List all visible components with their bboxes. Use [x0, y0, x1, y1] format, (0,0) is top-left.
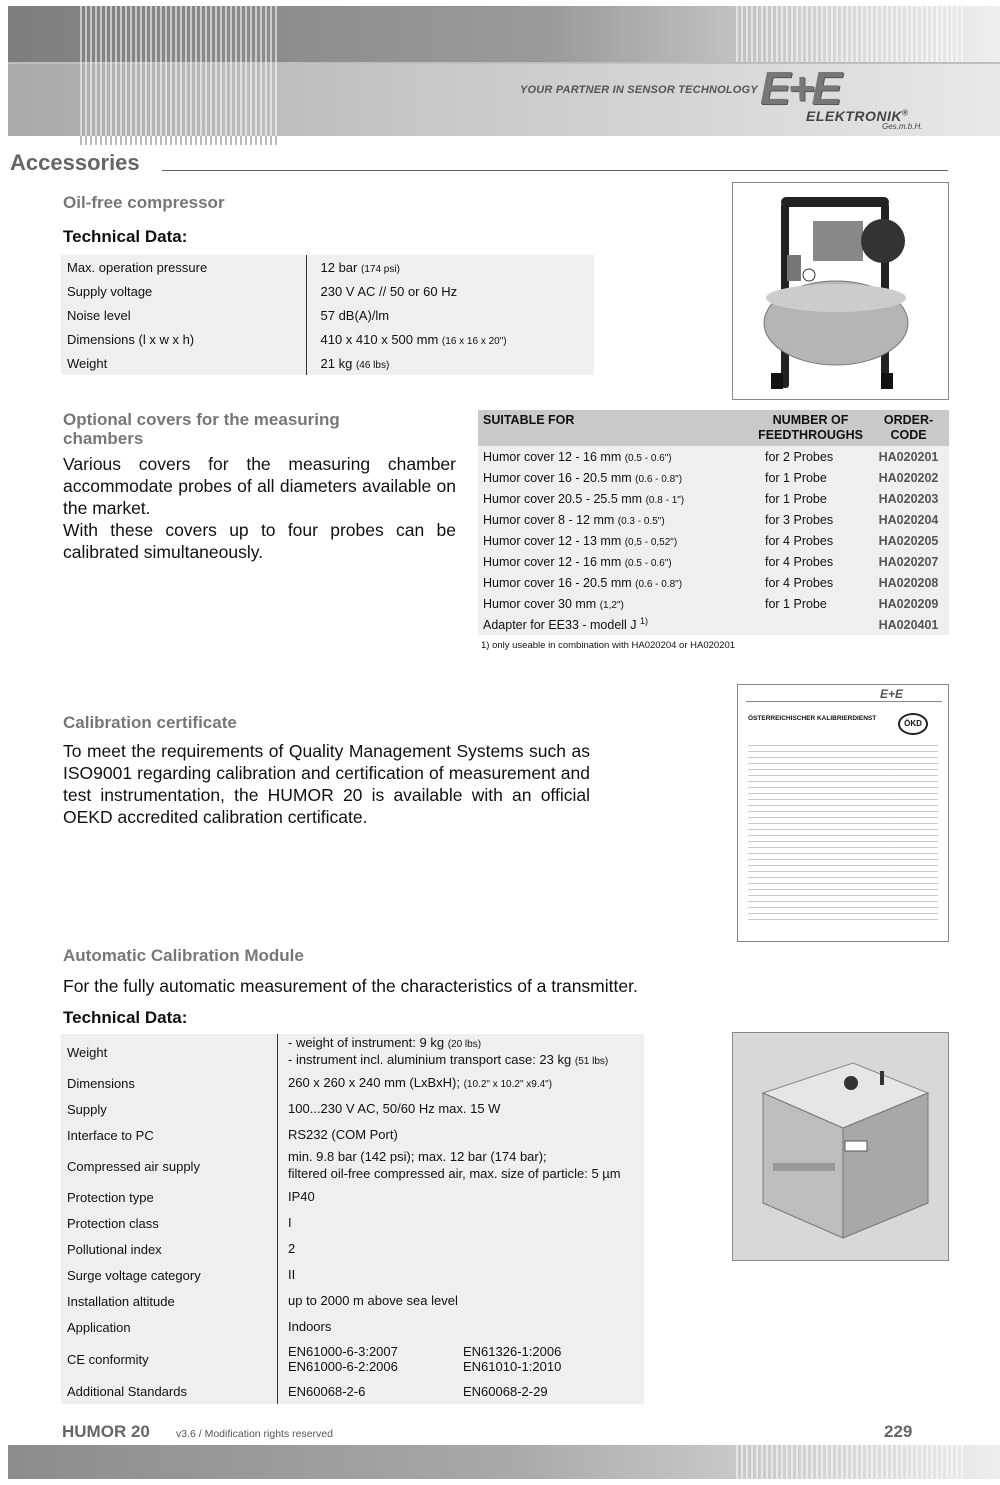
row-value — [306, 303, 594, 327]
cover-name-text: Humor cover 30 mm — [483, 597, 597, 612]
row-value — [278, 1210, 645, 1236]
value-unit-1: (20 lbs) — [447, 1039, 482, 1050]
header-tagline: YOUR PARTNER IN SENSOR TECHNOLOGY — [520, 84, 758, 96]
compressor-row — [61, 303, 594, 327]
row-value — [278, 1262, 645, 1288]
calibration-paragraph: To meet the requirements of Quality Management Systems such as ISO9001 regarding calibration and certification of measurement and test instrumentation, the HUMOR 20 is available with an official OEKD accredited calibration certificate. — [63, 741, 590, 827]
row-label: Supply voltage — [61, 279, 306, 303]
module-row — [61, 1070, 644, 1096]
value-line-1: I — [288, 1214, 292, 1230]
cover-name — [478, 572, 753, 593]
ce-standard: EN61000-6-2:2006 — [288, 1359, 398, 1374]
cover-order-code: HA020207 — [878, 554, 939, 569]
row-label: Dimensions (l x w x h) — [61, 327, 306, 351]
compressor-photo — [732, 182, 949, 400]
value-main: 230 V AC // 50 or 60 Hz — [320, 283, 458, 299]
row-value — [278, 1314, 645, 1340]
cover-probes: for 3 Probes — [765, 512, 834, 527]
cover-probes: for 1 Probe — [765, 596, 827, 611]
compressor-tech-heading: Technical Data: — [63, 227, 188, 246]
value-line-1: up to 2000 m above sea level — [288, 1292, 458, 1308]
footer-stripes — [736, 1445, 966, 1479]
covers-footnote: 1) only useable in combination with HA020204 or HA020201 — [481, 640, 736, 651]
value-main: 21 kg — [320, 355, 353, 371]
cover-probes: for 2 Probes — [765, 449, 834, 464]
compressor-row — [61, 327, 594, 351]
row-value — [278, 1122, 645, 1148]
header-tick-strip — [80, 136, 280, 145]
row-value — [278, 1236, 645, 1262]
certificate-title: ÖSTERREICHISCHER KALIBRIERDIENST — [748, 715, 877, 722]
covers-title: Optional covers for the measuring chambers — [63, 410, 340, 448]
row-label: Application — [61, 1314, 278, 1340]
cover-name — [478, 488, 753, 509]
company-logo-name: ELEKTRONIK® — [806, 108, 909, 124]
row-label: Installation altitude — [61, 1288, 278, 1314]
row-label: Protection type — [61, 1184, 278, 1210]
ce-standards-grid — [288, 1344, 638, 1374]
cover-probes: for 4 Probes — [765, 575, 834, 590]
cover-row — [478, 530, 949, 551]
row-value — [278, 1034, 645, 1070]
col-order-code: ORDER-CODE — [868, 410, 949, 446]
cover-probes — [753, 614, 868, 635]
module-row — [61, 1096, 644, 1122]
covers-table-header — [478, 410, 949, 446]
cover-order-code: HA020208 — [878, 575, 939, 590]
cover-name-text: Adapter for EE33 - modell J — [483, 618, 637, 633]
certificate-body-lines — [748, 745, 938, 925]
value-line-1: II — [288, 1266, 296, 1282]
row-value — [278, 1378, 645, 1404]
cover-size-inch: (1,2") — [599, 600, 624, 612]
module-row — [61, 1236, 644, 1262]
covers-paragraph-2: With these covers up to four probes can be calibrated simultaneously. — [63, 520, 456, 562]
cover-row — [478, 572, 949, 593]
row-label: Surge voltage category — [61, 1262, 278, 1288]
additional-standard: EN60068-2-6 — [288, 1383, 366, 1399]
cover-name-text: Humor cover 16 - 20.5 mm — [483, 576, 632, 591]
cover-name-text: Humor cover 8 - 12 mm — [483, 513, 615, 528]
value-line-1: - weight of instrument: 9 kg — [288, 1035, 445, 1050]
cover-row — [478, 467, 949, 488]
ce-standard: EN61010-1:2010 — [463, 1359, 562, 1374]
page-number: 229 — [884, 1422, 913, 1441]
row-value — [306, 255, 594, 279]
cover-probes: for 4 Probes — [765, 533, 834, 548]
cover-row — [478, 446, 949, 467]
cover-name — [478, 446, 753, 467]
cover-row — [478, 614, 949, 635]
module-row — [61, 1288, 644, 1314]
module-row — [61, 1184, 644, 1210]
calibration-module-photo — [732, 1032, 949, 1261]
row-label: Pollutional index — [61, 1236, 278, 1262]
cover-size-inch: (0.5 - 0.6") — [624, 558, 672, 570]
cover-probes: for 4 Probes — [765, 554, 834, 569]
row-label: Dimensions — [61, 1070, 278, 1096]
cover-order-code: HA020201 — [878, 449, 939, 464]
row-label: Compressed air supply — [61, 1148, 278, 1184]
value-line-1: min. 9.8 bar (142 psi); max. 12 bar (174 bar); — [288, 1149, 547, 1164]
row-value — [278, 1288, 645, 1314]
row-value — [278, 1070, 645, 1096]
calibration-title: Calibration certificate — [63, 713, 237, 732]
covers-table — [478, 410, 949, 635]
value-unit: (46 lbs) — [355, 359, 390, 371]
cover-order-code: HA020204 — [878, 512, 939, 527]
value-unit: (174 psi) — [361, 263, 400, 275]
row-label: Protection class — [61, 1210, 278, 1236]
cover-name-text: Humor cover 12 - 16 mm — [483, 555, 622, 570]
covers-paragraph-1: Various covers for the measuring chamber accommodate probes of all diameters available on the market. — [63, 454, 456, 518]
row-label: CE conformity — [61, 1340, 278, 1378]
module-row — [61, 1262, 644, 1288]
certificate-logo-mark: E+E — [880, 687, 904, 701]
value-main: 410 x 410 x 500 mm — [320, 331, 439, 347]
row-label: Weight — [61, 1034, 278, 1070]
row-label: Additional Standards — [61, 1378, 278, 1404]
cover-name — [478, 614, 753, 635]
module-row — [61, 1034, 644, 1070]
row-label: Weight — [61, 351, 306, 375]
module-title: Automatic Calibration Module — [63, 946, 304, 965]
row-label: Interface to PC — [61, 1122, 278, 1148]
okd-logo: ÖKD — [898, 713, 928, 735]
compressor-row — [61, 255, 594, 279]
module-row-ce — [61, 1340, 644, 1378]
cover-footnote-ref: 1) — [640, 616, 649, 627]
cover-name — [478, 551, 753, 572]
value-main: 12 bar — [320, 259, 358, 275]
value-line-1: RS232 (COM Port) — [288, 1126, 398, 1142]
compressor-row — [61, 279, 594, 303]
cover-name — [478, 593, 753, 614]
cover-row — [478, 488, 949, 509]
cover-row — [478, 593, 949, 614]
calibration-module-icon — [733, 1033, 949, 1261]
additional-standard: EN60068-2-29 — [463, 1383, 548, 1399]
section-title: Accessories — [10, 150, 140, 175]
cover-name-text: Humor cover 16 - 20.5 mm — [483, 471, 632, 486]
cover-name — [478, 467, 753, 488]
module-row — [61, 1314, 644, 1340]
company-logo-sub: Ges.m.b.H. — [882, 122, 923, 131]
compressor-icon — [733, 183, 949, 400]
footer-version: v3.6 / Modification rights reserved — [176, 1428, 333, 1440]
cover-probes: for 1 Probe — [765, 491, 827, 506]
module-row — [61, 1210, 644, 1236]
value-unit-2: (51 lbs) — [574, 1056, 609, 1067]
cover-probes: for 1 Probe — [765, 470, 827, 485]
row-value — [278, 1340, 645, 1378]
row-value — [278, 1148, 645, 1184]
ce-standard: EN61000-6-3:2007 — [288, 1344, 398, 1359]
cover-order-code: HA020205 — [878, 533, 939, 548]
cover-size-inch: (0,5 - 0,52") — [624, 537, 678, 549]
row-value — [278, 1184, 645, 1210]
value-line-2: - instrument incl. aluminium transport case: 23 kg — [288, 1052, 572, 1067]
value-main: 57 dB(A)/lm — [320, 307, 390, 323]
cover-size-inch: (0.8 - 1") — [645, 495, 685, 507]
cover-row — [478, 509, 949, 530]
row-value — [306, 351, 594, 375]
cover-size-inch: (0.6 - 0.8") — [635, 579, 683, 591]
compressor-row — [61, 351, 594, 375]
cover-name — [478, 509, 753, 530]
footer-product: HUMOR 20 — [62, 1422, 150, 1441]
cover-name-text: Humor cover 20.5 - 25.5 mm — [483, 492, 643, 507]
certificate-image — [737, 684, 949, 942]
cover-order-code: HA020401 — [878, 617, 939, 632]
col-suitable-for: SUITABLE FOR — [478, 410, 753, 446]
footer-bar — [8, 1445, 1000, 1479]
value-unit-1: (10.2" x 10.2" x9.4") — [463, 1078, 553, 1090]
module-tech-heading: Technical Data: — [63, 1008, 188, 1027]
cover-name-text: Humor cover 12 - 13 mm — [483, 534, 622, 549]
compressor-tech-table — [61, 255, 594, 375]
row-label: Max. operation pressure — [61, 255, 306, 279]
module-row — [61, 1148, 644, 1184]
company-logo-mark: E+E — [760, 62, 840, 114]
ce-standard: EN61326-1:2006 — [463, 1344, 562, 1359]
row-value — [278, 1096, 645, 1122]
cover-size-inch: (0.5 - 0.6") — [624, 453, 672, 465]
value-line-1: Indoors — [288, 1318, 332, 1334]
header-stripes-right — [736, 6, 966, 62]
value-line-1: 260 x 260 x 240 mm (LxBxH); — [288, 1074, 460, 1090]
value-line-1: 100...230 V AC, 50/60 Hz max. 15 W — [288, 1100, 501, 1116]
row-label: Noise level — [61, 303, 306, 327]
section-rule — [162, 170, 948, 171]
cover-order-code: HA020202 — [878, 470, 939, 485]
row-value — [306, 279, 594, 303]
value-unit: (16 x 16 x 20") — [441, 335, 507, 347]
cover-size-inch: (0.3 - 0.5") — [617, 516, 665, 528]
value-line-2: filtered oil-free compressed air, max. size of particle: 5 µm — [288, 1166, 621, 1181]
standards-grid — [288, 1384, 638, 1399]
row-value — [306, 327, 594, 351]
header-stripes-left — [80, 6, 280, 136]
cover-name — [478, 530, 753, 551]
value-line-1: IP40 — [288, 1188, 315, 1204]
module-row — [61, 1122, 644, 1148]
cover-row — [478, 551, 949, 572]
cover-size-inch: (0.6 - 0.8") — [635, 474, 683, 486]
compressor-title: Oil-free compressor — [63, 193, 225, 212]
cover-order-code: HA020209 — [878, 596, 939, 611]
module-tech-table — [61, 1034, 644, 1404]
module-intro: For the fully automatic measurement of the characteristics of a transmitter. — [63, 976, 638, 996]
col-feedthroughs: NUMBER OF FEEDTHROUGHS — [753, 410, 868, 446]
cover-order-code: HA020203 — [878, 491, 939, 506]
cover-name-text: Humor cover 12 - 16 mm — [483, 450, 622, 465]
row-label: Supply — [61, 1096, 278, 1122]
module-row-standards — [61, 1378, 644, 1404]
value-line-1: 2 — [288, 1240, 296, 1256]
